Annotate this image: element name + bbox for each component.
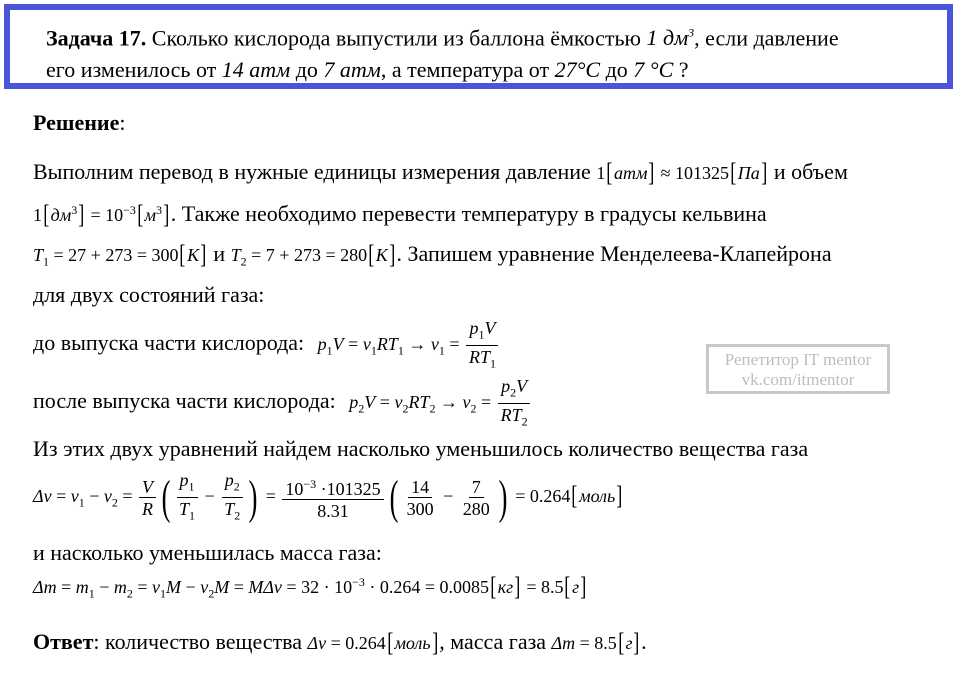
- task-pressure-2: 7 атм: [323, 57, 381, 83]
- equation-before: до выпуска части кислорода: $p_1V = \nu_1RT_1 \to \nu_1$ = $\frac{p_1V}{RT_1}$: [33, 318, 501, 374]
- task-temp-2: 7 °C: [633, 57, 674, 83]
- temperature-2: $T_2 = 7 + 273 = 280[K]$: [230, 240, 396, 269]
- paragraph-2: $1[дм^3] = 10^{-3}[м^3]$. Также необходимо перевести температуру в градусы кельвина: [33, 200, 767, 229]
- task-pressure-1: 14 атм: [221, 57, 291, 83]
- task-statement: [4, 4, 953, 89]
- equation-after: после выпуска части кислорода: $p_2V = \nu_2RT_2 \to \nu_2$ = $\frac{p_2V}{RT_2}$: [33, 376, 533, 432]
- answer-label: Ответ: [33, 629, 94, 654]
- volume-conversion: $1[дм^3] = 10^{-3}[м^3]$: [33, 200, 170, 229]
- task-volume: 1 $дм^3$: [646, 25, 695, 51]
- watermark-line-2: vk.com/itmentor: [741, 370, 855, 389]
- task-text: его изменилось от: [46, 57, 222, 83]
- task-text: Сколько кислорода выпустили из баллона ёмкостью: [146, 25, 647, 51]
- clapeyron-state-1: $p_1V = \nu_1RT_1 \to \nu_1$ = $\frac{p_1V}{RT_1}$: [318, 334, 501, 354]
- delta-nu-equation: $\Delta\nu = \nu_1 - \nu_2$ = $\frac{V}{R}$ ( $\frac{p_1}{T_1}$ − $\frac{p_2}{T_2}$ ) = $\frac{10^{-3} \cdot 101325}{8.31}$ ( $\frac{14}{300}$ − $\frac{7}{280}$ ) = 0.264[моль]: [33, 470, 623, 525]
- watermark: [706, 344, 890, 394]
- task-text: , если давление: [694, 25, 839, 51]
- watermark-line-1: Репетитор IT mentor: [724, 350, 872, 369]
- answer-amount: Δν = 0.264[моль]: [307, 628, 438, 657]
- answer: Ответ: количество вещества Δν = 0.264[моль], масса газа Δm = 8.5[г].: [33, 628, 647, 657]
- pressure-conversion: 1[атм] ≈ 101325[Па]: [596, 158, 768, 187]
- paragraph-1: Выполним перевод в нужные единицы измерения давление 1[атм] ≈ 101325[Па] и объем: [33, 158, 848, 187]
- solution-heading: Решение:: [33, 110, 126, 135]
- paragraph-3: $T_1 = 27 + 273 = 300[K]$ и $T_2 = 7 + 273 = 280[K]$. Запишем уравнение Менделеева-Клапейрона: [33, 240, 832, 269]
- paragraph-6: и насколько уменьшилась масса газа:: [33, 540, 382, 565]
- clapeyron-state-2: $p_2V = \nu_2RT_2 \to \nu_2$ = $\frac{p_2V}{RT_2}$: [349, 392, 532, 412]
- paragraph-5: Из этих двух уравнений найдем насколько уменьшилось количество вещества газа: [33, 436, 809, 461]
- task-line-2: его изменилось от 14 атм до 7 атм, а температура от 27°C до 7 °C ?: [46, 57, 689, 83]
- task-temp-1: 27°C: [554, 57, 601, 83]
- paragraph-4: для двух состояний газа:: [33, 282, 265, 307]
- task-line-1: [46, 17, 947, 54]
- temperature-1: $T_1 = 27 + 273 = 300[K]$: [33, 240, 207, 269]
- answer-mass: Δm = 8.5[г]: [551, 628, 640, 657]
- delta-m-equation: $\Delta m = m_1 - m_2 = \nu_1M - \nu_2M = M\Delta\nu = 32 \cdot 10^{-3} \cdot 0.264 = 0.0085[кг] = 8.5[г]$: [33, 572, 587, 601]
- task-label: Задача 17.: [46, 25, 147, 51]
